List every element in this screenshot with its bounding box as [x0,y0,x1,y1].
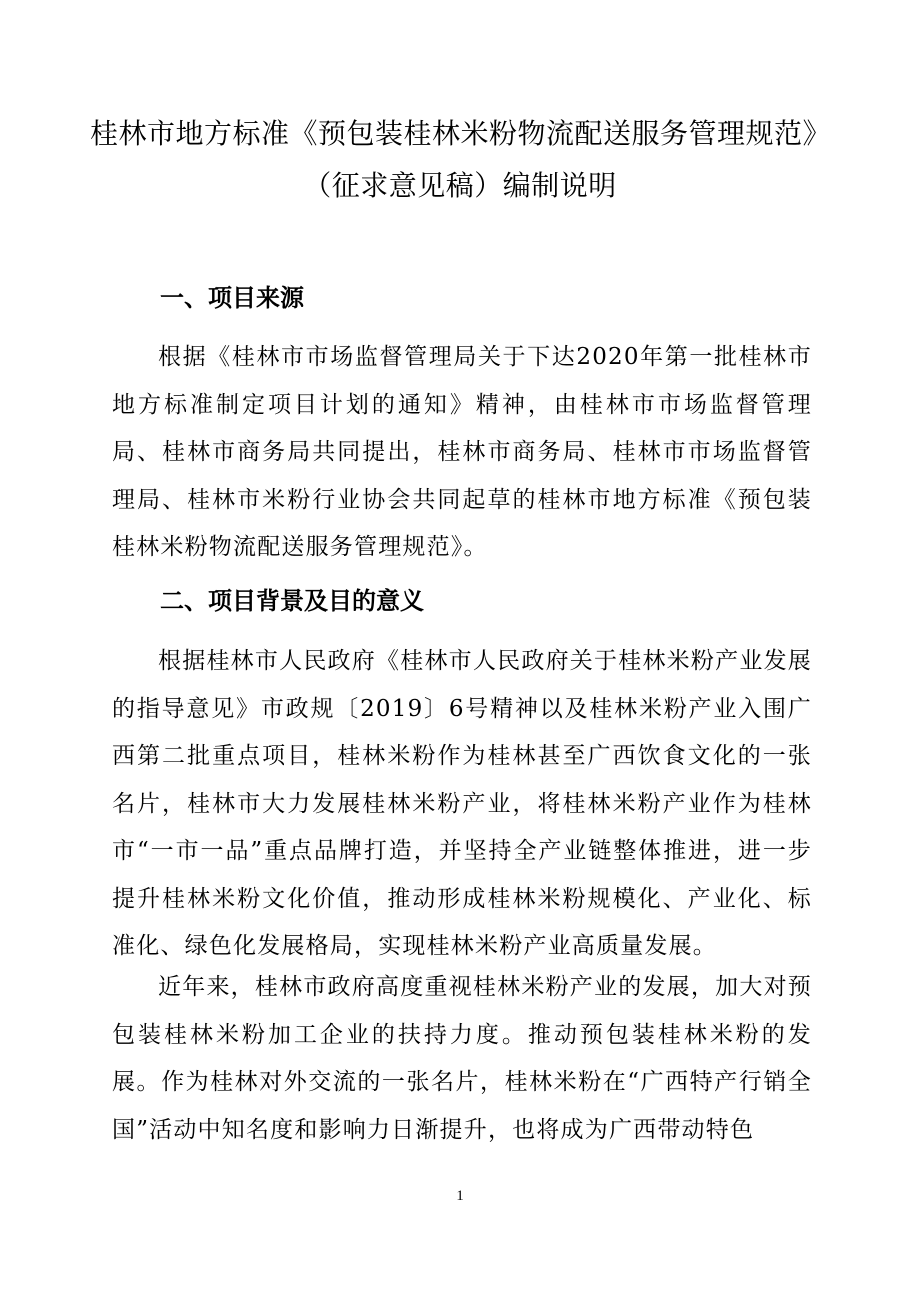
paragraph-project-source: 根据《桂林市市场监督管理局关于下达2020年第一批桂林市地方标准制定项目计划的通知》精神，由桂林市市场监督管理局、桂林市商务局共同提出，桂林市商务局、桂林市市场监督管理局、桂林市米粉行业协会共同起草的桂林市地方标准《预包装桂林米粉物流配送服务管理规范》。 [112,344,812,560]
document-title-line-2: （征求意见稿）编制说明 [303,169,617,202]
page-number: 1 [456,1188,464,1204]
paragraph-background-2: 近年来，桂林市政府高度重视桂林米粉产业的发展，加大对预包装桂林米粉加工企业的扶持力度。推动预包装桂林米粉的发展。作为桂林对外交流的一张名片，桂林米粉在“广西特产行销全国”活动中知名度和影响力日渐提升，也将成为广西带动特色 [112,974,812,1143]
paragraph-background-1: 根据桂林市人民政府《桂林市人民政府关于桂林米粉产业发展的指导意见》市政规〔2019〕6号精神以及桂林米粉产业入围广西第二批重点项目，桂林米粉作为桂林甚至广西饮食文化的一张名片，桂林市大力发展桂林米粉产业，将桂林米粉产业作为桂林市“一市一品”重点品牌打造，并坚持全产业链整体推进，进一步提升桂林米粉文化价值，推动形成桂林米粉规模化、产业化、标准化、绿色化发展格局，实现桂林米粉产业高质量发展。 [112,648,812,959]
document-title-line-1: 桂林市地方标准《预包装桂林米粉物流配送服务管理规范》 [90,117,832,150]
section-heading-project-source: 一、项目来源 [160,284,304,312]
section-heading-background-purpose: 二、项目背景及目的意义 [160,587,424,615]
